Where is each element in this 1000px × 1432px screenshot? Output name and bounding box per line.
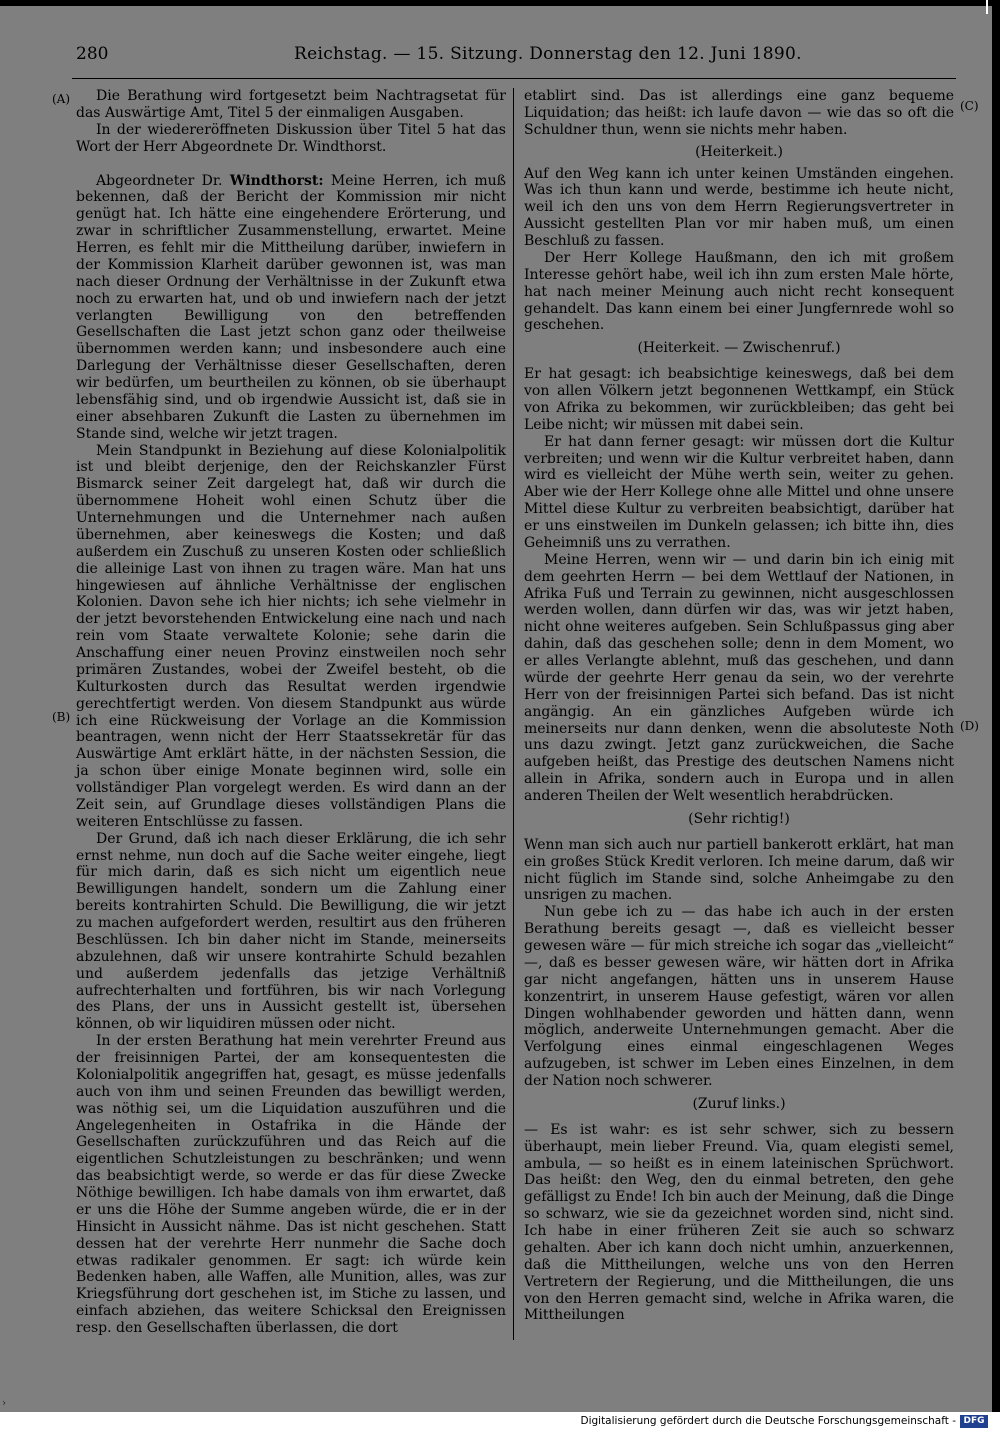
speaker-name: Windthorst:	[229, 172, 324, 189]
scan-edge-mark: ›	[2, 1398, 6, 1409]
scan-border-top	[0, 0, 1000, 6]
speech-paragraph	[76, 173, 506, 443]
interjection: (Heiterkeit.)	[695, 143, 783, 160]
left-column	[76, 88, 506, 1337]
funding-notice: Digitalisierung gefördert durch die Deutsche Forschungsgemeinschaft -	[580, 1415, 956, 1427]
paragraph: Der Grund, daß ich nach dieser Erklärung, die ich sehr ernst nehme, nun doch auf die Sache weiter eingehe, liegt für mich darin, daß es sich nicht um eigentlich neue Bewilligungen handelt, sondern um die Zahlung einer bereits kontrahirten Schuld. Die Bewilligung, die wir jetzt zu machen aufgefordert werden, resultirt aus den früheren Beschlüssen. Ich bin daher nicht im Stande, meinerseits abzulehnen, daß wir unsere kontrahirte Schuld bezahlen und außerdem jedenfalls das jetzige Verhältniß aufrechterhalten und fortführen, bis wir nach Vorlegung des Plans, der uns in Aussicht gestellt ist, übersehen können, ob wir liquidiren müssen oder nicht.	[76, 830, 506, 1033]
scan-border-right	[992, 0, 1000, 1432]
margin-letter-a: (A)	[52, 92, 71, 106]
digitization-footer	[0, 1412, 1000, 1432]
column-divider	[513, 88, 514, 1340]
page-number: 280	[76, 44, 109, 64]
paragraph: — Es ist wahr: es ist sehr schwer, sich zu bessern überhaupt, mein lieber Freund. Via, quam elegisti semel, ambula, — so heißt es in einem lateinischen Sprüchwort. Das heißt: den Weg, den du einmal betreten, den gehe gefälligst zu Ende! Ich bin auch der Meinung, daß die Dinge so schwarz, wie sie da gezeichnet worden sind, nicht sind. Ich habe in einer früheren Zeit sie auch so schwarz gehalten. Aber ich kann doch nicht umhin, anzuerkennen, daß die Mittheilungen, welche uns von den Herren Vertretern der Regierung, und die Mittheilungen, die uns von den Herren gemacht sind, welche in Afrika waren, die Mittheilungen	[524, 1121, 954, 1324]
interjection: (Sehr richtig!)	[688, 810, 790, 827]
running-head: Reichstag. — 15. Sitzung. Donnerstag den 12. Juni 1890.	[294, 44, 802, 64]
dfg-logo: DFG	[960, 1415, 988, 1428]
interjection: (Heiterkeit. — Zwischenruf.)	[637, 340, 841, 357]
paragraph: Der Herr Kollege Haußmann, den ich mit großem Interesse gehört habe, weil ich ihn zum ersten Male hörte, hat nach meiner Meinung auch nicht recht konsequent gehandelt. Das kann einem bei einer Jungfernrede wohl so geschehen.	[524, 249, 954, 334]
paragraph: etablirt sind. Das ist allerdings eine ganz bequeme Liquidation; das heißt: ich laufe davon — wie das so oft die Schuldner thun, wenn sie nichts mehr haben.	[524, 88, 954, 138]
paragraph: In der wiedereröffneten Diskussion über Titel 5 hat das Wort der Herr Abgeordnete Dr. Windthorst.	[76, 121, 506, 155]
paragraph: Nun gebe ich zu — das habe ich auch in der ersten Berathung bereits gesagt —, daß es vielleicht besser gewesen wäre — für mich streiche ich sogar das „vielleicht“ —, daß es besser gewesen wäre, wir hätten dort in Afrika gar nicht angefangen, hätten uns in unserem Hause konzentrirt, in unserem Hause gefestigt, wären vor allen Dingen wohlhabender geworden und hätten dann, wenn möglich, anderweite Unternehmungen gemacht. Aber die Verfolgung eines einmal eingeschlagenen Weges aufzugeben, ist schwer im Leben eines Einzelnen, in dem der Nation noch schwerer.	[524, 904, 954, 1089]
margin-letter-b: (B)	[52, 710, 71, 724]
paragraph: Auf den Weg kann ich unter keinen Umständen eingehen. Was ich thun kann und werde, bestimme ich heute nicht, weil ich den uns von dem Herrn Regierungsvertreter in Aussicht gestellten Plan vor mir haben muß, um einen Beschluß zu fassen.	[524, 165, 954, 249]
speaker-intro: Abgeordneter Dr.	[96, 172, 223, 189]
right-column	[524, 88, 954, 1324]
header-rule	[72, 78, 956, 79]
paragraph: Meine Herren, wenn wir — und darin bin ich einig mit dem geehrten Herrn — bei dem Wettlauf der Nationen, in Afrika Fuß und Terrain zu gewinnen, nicht ausgeschlossen werden wollen, dann dürfen wir das, was wir jetzt haben, nicht ohne weiteres aufgeben. Sein Schlußpassus ging aber dahin, daß das geschehen solle; denn in dem Moment, wo er alles Verlangte ablehnt, muß das geschehen, und dann würde der geehrte Herr genau da sein, wo der verehrte Herr von der freisinnigen Partei sich befand. Das ist nicht angängig. An ein gänzliches Aufgeben würde ich meinerseits nur dann denken, wenn die absoluteste Noth uns dazu zwingt. Jetzt ganz zurückweichen, die Sache aufgeben heißt, das Prestige des deutschen Namens nicht allein in Afrika, sondern auch in Europa und in allen anderen Theilen der Welt wesentlich herabdrücken.	[524, 551, 954, 804]
interjection: (Zuruf links.)	[692, 1095, 786, 1112]
paragraph: Er hat dann ferner gesagt: wir müssen dort die Kultur verbreiten; und wenn wir die Kultur verbreitet haben, dann wird es vielleicht der Mühe werth sein, weiter zu gehen. Aber wie der Herr Kollege ohne alle Mittel und ohne unsere Mittel diese Kultur zu verbreiten beabsichtigt, darüber hat er uns einstweilen im Dunkeln gelassen; ich bitte ihn, dies Geheimniß uns zu verrathen.	[524, 433, 954, 551]
paragraph: In der ersten Berathung hat mein verehrter Freund aus der freisinnigen Partei, der am konsequentesten die Kolonialpolitik angegriffen hat, gesagt, es müsse jedenfalls auch von ihm und seinen Freunden das bewilligt werden, was nöthig sei, um die Liquidation auszuführen und die Angelegenheiten in Ostafrika in die Hände der Gesellschaften zurückzuführen und das Reich auf die eigentlichen Schutzleistungen zu beschränken; und wenn das beabsichtigt werde, so werde er das für diese Zwecke Nöthige bewilligen. Ich habe damals von ihm erwartet, daß er uns die Höhe der Summe angeben würde, die er in der Hinsicht in Aussicht nähme. Das ist nicht geschehen. Statt dessen hat der verehrte Herr nunmehr die Sache doch etwas radikaler genommen. Er sagt: ich würde kein Bedenken haben, alle Waffen, alle Munition, alles, was zur Kriegsführung dort geschehen ist, im Stiche zu lassen, und einfach abziehen, das weitere Schicksal den Ereignissen resp. den Gesellschaften überlassen, die dort	[76, 1033, 506, 1336]
margin-letter-d: (D)	[960, 719, 979, 733]
paragraph: Er hat gesagt: ich beabsichtige keineswegs, daß bei dem von allen Völkern jetzt begonnenen Wettkampf, ein Stück von Afrika zu bekommen, wir zurückbleiben; das geht bei Leibe nicht; wir müssen mit dabei sein.	[524, 366, 954, 433]
paragraph: Wenn man sich auch nur partiell bankerott erklärt, hat man ein großes Stück Kredit verloren. Ich meine darum, daß wir nicht füglich im Stande sind, solche Anheimgabe zu den unsrigen zu machen.	[524, 836, 954, 904]
page-header	[76, 44, 956, 70]
speech-text: Meine Herren, ich muß bekennen, daß der Bericht der Kommission mir nicht genügt hat. Ich hätte eine eingehendere Erörterung, und zwar in schriftlicher Zusammenstellung, erwartet. Meine Herren, es fehlt mir die Mittheilung darüber, inwiefern in der Kommission Klarheit darüber gewonnen ist, was man nach dieser Ordnung der Verhältnisse in der Zukunft etwa noch zu erwarten hat, und ob und inwiefern nach der jetzt verlangten Bewilligung von den betreffenden Gesellschaften die Last jetzt schon ganz oder theilweise übernommen werden kann; und insbesondere auch eine Darlegung der Verhältnisse dieser Gesellschaften, deren wir bedürfen, um beurtheilen zu können, ob sie überhaupt lebensfähig sind, und ob irgendwie Aussicht ist, daß sie in einer absehbaren Zukunft die Lasten zu übernehmen im Stande sind, welche wir jetzt tragen.	[76, 172, 507, 442]
margin-letter-c: (C)	[960, 99, 979, 113]
paragraph: Mein Standpunkt in Beziehung auf diese Kolonialpolitik ist und bleibt derjenige, den der Reichskanzler Fürst Bismarck seiner Zeit dargelegt hat, daß wir durch die übernommene Hoheit wohl einen Schutz über die Unternehmungen und die Unternehmer nach außen übernehmen, aber keineswegs die Kosten; und daß außerdem ein Zuschuß zu unseren Kosten oder schließlich die alleinige Last von ihnen zu tragen wäre. Man hat uns hingewiesen auf ähnliche Verhältnisse der englischen Kolonien. Davon sehe ich hier nichts; ich sehe vielmehr in der jetzt bevorstehenden Entwickelung eine nach und nach rein vom Staate verwaltete Kolonie; sehe darin die Anschaffung einer neuen Provinz einstweilen noch sehr primären Zustandes, wobei der Zweifel besteht, ob die Kulturkosten durch das Resultat werden irgendwie gerechtfertigt werden. Von diesem Standpunkt aus würde ich eine Rückweisung der Vorlage an die Kommission beantragen, wenn nicht der Herr Staatssekretär für das Auswärtige Amt erklärt hätte, in der nächsten Session, die ja schon über einige Monate beginnen wird, solle ein vollständiger Plan vorgelegt werden. Es wird dann an der Zeit sein, auf Grundlage dieses vollständigen Plans die weiteren Entschlüsse zu fassen.	[76, 442, 506, 830]
scan-corner-mark	[986, 0, 988, 14]
paragraph: Die Berathung wird fortgesetzt beim Nachtragsetat für das Auswärtige Amt, Titel 5 der einmaligen Ausgaben.	[76, 88, 506, 121]
